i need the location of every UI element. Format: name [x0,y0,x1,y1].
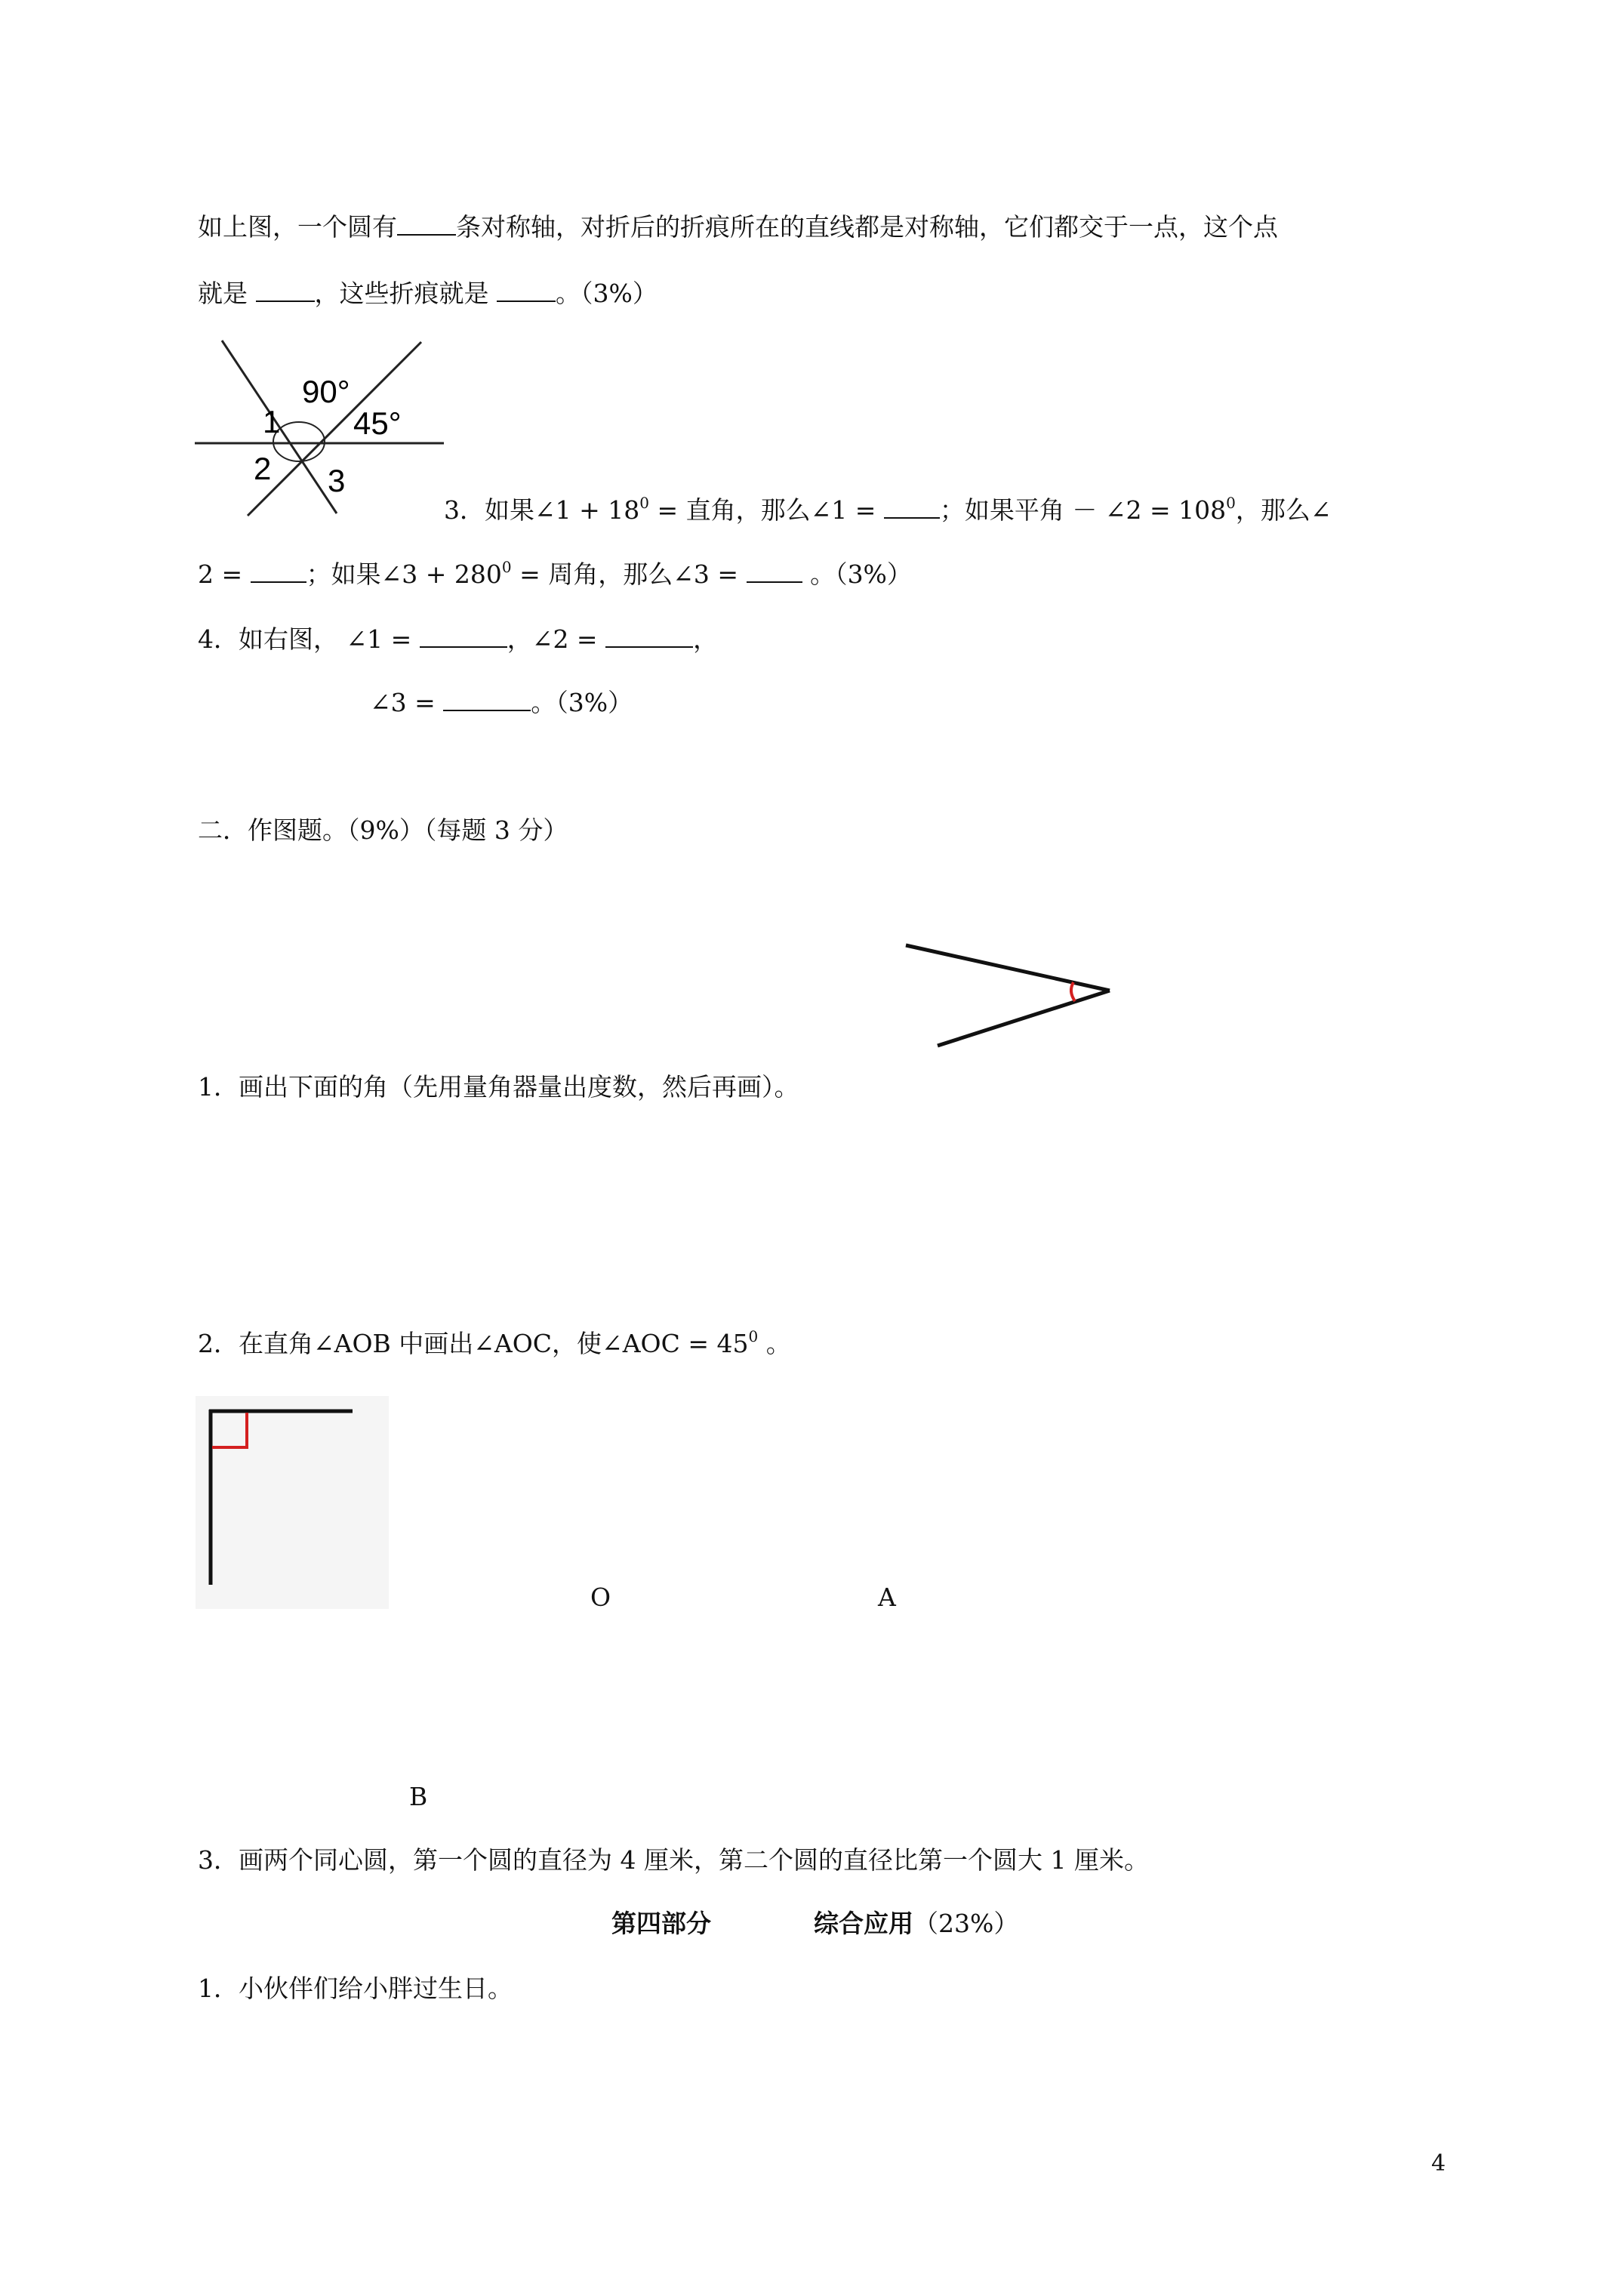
angle-to-measure-figure [898,929,1125,1057]
question-3-line2: 2 = ；如果∠3 + $280^0$ = 周角，那么∠3 = 。（3%） [198,558,912,589]
answer-blank[interactable] [747,559,802,583]
angle-label-90: 90° [302,374,350,409]
section-2-item-3: 3．画两个同心圆，第一个圆的直径为 4 厘米，第二个圆的直径比第一个圆大 1 厘米。 [198,1845,1149,1875]
angle-arc-mark [1071,982,1075,1001]
circle-question-line2: 就是 ，这些折痕就是 。（3%） [198,279,658,308]
answer-blank[interactable] [251,559,306,583]
section-2-title: 二．作图题。（9%）（每题 3 分） [198,815,568,845]
answer-blank[interactable] [397,211,456,236]
answer-blank[interactable] [443,687,531,711]
angle-label-1: 1 [263,404,281,439]
circle-question-line1: 如上图，一个圆有 条对称轴，对折后的折痕所在的直线都是对称轴，它们都交于一点，这个点 [198,212,1278,242]
angle-ray-upper [906,945,1110,991]
section-2-item-2: 2．在直角∠AOB 中画出∠AOC，使∠AOC = $45^0$ 。 [198,1327,791,1358]
figure-background [196,1396,389,1609]
answer-blank[interactable] [420,624,507,648]
question-3-line1: 3．如果∠1 + $18^0$ = 直角，那么∠1 = ；如果平角 － ∠2 = $108^0$，那么∠ [444,494,1332,525]
intersecting-lines-figure [195,336,451,525]
angle-label-45: 45° [353,405,402,441]
point-label-B: B [409,1782,428,1811]
angle-ray-lower [938,991,1110,1046]
section-4-title-name: 综合应用（23%） [814,1909,1019,1938]
angle-label-3: 3 [328,463,346,498]
answer-blank[interactable] [605,624,693,648]
point-label-O: O [590,1583,611,1612]
angle-label-2: 2 [254,451,272,486]
question-4-line2: ∠3 = 。（3%） [370,688,633,717]
section-4-item-1: 1．小伙伴们给小胖过生日。 [198,1974,513,2003]
point-label-A: A [878,1583,896,1612]
section-4-title-part: 第四部分 [611,1909,711,1938]
page-number: 4 [1431,2150,1446,2177]
answer-blank[interactable] [884,495,940,519]
question-4-line1: 4．如右图， ∠1 = ，∠2 = ， [198,624,719,654]
answer-blank[interactable] [256,278,315,302]
answer-blank[interactable] [497,278,556,302]
right-angle-figure [196,1396,389,1609]
section-2-item-1: 1．画出下面的角（先用量角器量出度数，然后再画）。 [198,1072,799,1102]
